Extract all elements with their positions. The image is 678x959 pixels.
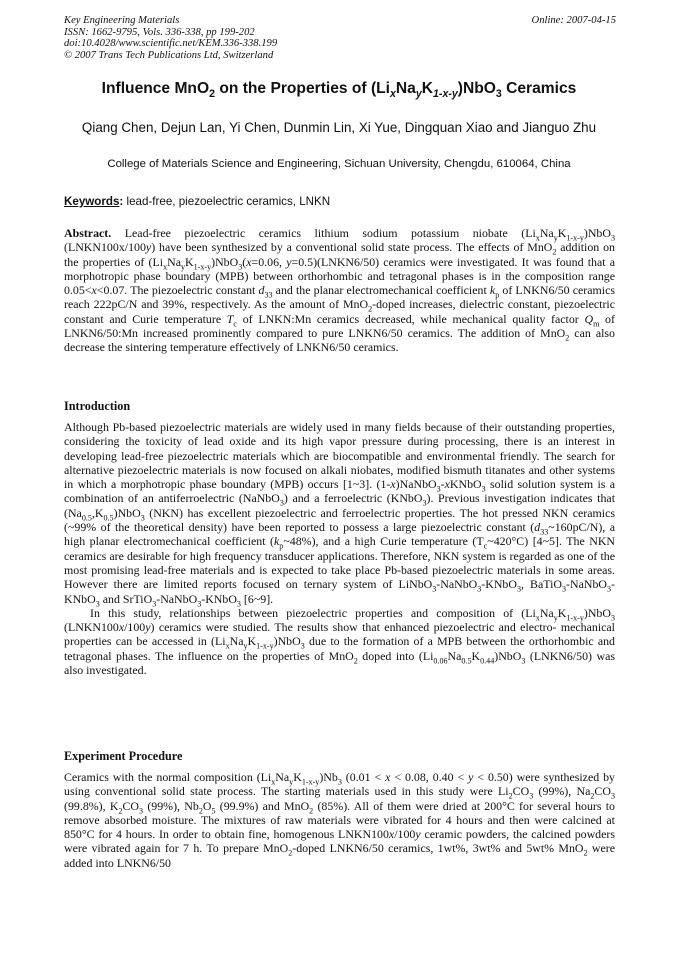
title-sub: 2 xyxy=(209,88,215,101)
title-part: Influence MnO xyxy=(101,80,210,97)
title-part: K xyxy=(421,80,434,97)
keywords-label: Keywords xyxy=(64,195,120,208)
title-sub: 3 xyxy=(495,88,502,101)
title-part: Ceramics xyxy=(501,80,577,97)
title-part: on the Properties of (Li xyxy=(215,80,391,97)
authors: Qiang Chen, Dejun Lan, Yi Chen, Dunmin Lin, Xi Yue, Dingquan Xiao and Jianguo Zhu xyxy=(81,120,597,135)
title-sub: 1-x-y xyxy=(433,88,458,101)
experiment-paragraph: Ceramics with the normal composition $(Li_xNa_yK_{1-x-y})Nb_3$ (0.01 < x < 0.08, 0.40 < y < 0.50) were synthesized by using conventional solid state process. The starting materials used in this study were $Li_2CO_3$ (99%), $Na_2CO_3$ (99.8%), $K_2CO_3$ (99%), $Nb_2O_5$ (99.9%) and MnO$_2$ (85%). All of them were dried at 200°C for several hours to remove absorbed moisture. The mixtures of raw materials were vibrated for 4 hours and then were calcined at 850°C for 4 hours. In order to obtain fine, homogenous LNKN100x/100y ceramic powders, the calcined powders were vibrated again for 7 h. To prepare MnO$_2$-doped LNKN6/50 ceramics, 1wt%, 3wt% and 5wt% MnO$_2$ were added into LNKN6/50 xyxy=(64,770,616,870)
introduction-paragraph: Although Pb-based piezoelectric materials are widely used in many fields because of their outstanding properties, considering the toxicity of lead oxide and its high vapor pressure during processing, there is an interest in developing lead-free piezoelectric materials which are biocompatible and environmental friendly. The search for alternative piezoelectric materials is now focused on alkali niobates, modified bismuth titanates and other systems in which a morphotropic phase boundary (MPB) occurs [1~3]. (1-x)NaNbO$_3$-xKNbO$_3$ solid solution system is a combination of an antiferroelectric (NaNbO$_3$) and a ferroelectric (KNbO$_3$). Previous investigation indicates that $(Na_{0.5},K_{0.5})NbO_3$ (NKN) has excellent piezoelectric and ferroelectric properties. The hot pressed NKN ceramics (~99% of the theoretical density) have been reported to possess a large piezoelectric constant $(d_{33}\sim 160pC/N)$, a high planar electromechanical coefficient $(k_p\sim 48\%)$, and a high Curie temperature $(T_c\sim 420^\circ C)$ [4~5]. The NKN ceramics are desirable for high frequency transducer applications. Therefore, NKN system is regarded as one of the most promising lead-free materials and is expected to take place Pb-based piezoelectric materials in some areas. However there are limited reports focused on ternary system of LiNbO$_3$-NaNbO$_3$-KNbO$_3$, BaTiO$_3$-NaNbO$_3$-KNbO$_3$ and SrTiO$_3$-NaNbO$_3$-KNbO$_3$ [6~9]. xyxy=(64,420,616,608)
introduction-paragraph: In this study, relationships between piezoelectric properties and composition of $(Li_xNa_yK_{1-x-y})NbO_3$ (LNKN100x/100y) ceramics were studied. The results show that enhanced piezoelectric and electro- mechanical properties can be accessed in $(Li_xNa_yK_{1-x-y})NbO_3$ due to the formation of a MPB between the orthorhombic and tetragonal phases. The influence on the properties of MnO$_2$ doped into $(Li_{0.06}Na_{0.5}K_{0.44})NbO_3$ (LNKN6/50) was also investigated. xyxy=(64,605,615,678)
abstract-label: Abstract. xyxy=(64,226,112,240)
journal-copyright: © 2007 Trans Tech Publications Ltd, Switzerland xyxy=(64,49,274,61)
paper-title xyxy=(40,80,638,101)
journal-doi: doi:10.4028/www.scientific.net/KEM.336-338.199 xyxy=(64,38,278,50)
keywords xyxy=(64,195,330,208)
abstract-paragraph xyxy=(64,226,615,355)
journal-issn: ISSN: 1662-9795, Vols. 336-338, pp 199-202 xyxy=(64,26,255,38)
introduction-body xyxy=(64,420,615,677)
title-sub: y xyxy=(415,88,422,101)
journal-name: Key Engineering Materials xyxy=(64,15,180,26)
title-part: Na xyxy=(395,80,416,97)
abstract-text: Lead-free piezoelectric ceramics lithium sodium potassium niobate $(Li_xNa_yK_{1-x-y})NbO_3$ (LNKN100x/100y) have been synthesized by a conventional solid state process. The effects of MnO$_2$ addition on the properties of $(Li_xNa_yK_{1-x-y})NbO_3(x=0.06$, y=0.5)(LNKN6/50) ceramics were investigated. It was found that a morphotropic phase boundary (MPB) between orthorhombic and tetragonal phases is in the composition range 0.05<x<0.07. The piezoelectric constant $d_{33}$ and the planar electromechanical coefficient $k_p$ of LNKN6/50 ceramics reach 222pC/N and 39%, respectively. As the amount of MnO$_2$-doped increases, dielectric constant, piezoelectric constant and Curie temperature $T_c$ of LNKN:Mn ceramics decreased, while mechanical quality factor $Q_m$ of LNKN6/50:Mn increased prominently compared to pure LNKN6/50 ceramics. The addition of MnO$_2$ can also decrease the sintering temperature effectively of LNKN6/50 ceramics. xyxy=(64,226,616,355)
online-date: Online: 2007-04-15 xyxy=(531,15,616,26)
affiliation: College of Materials Science and Engineering, Sichuan University, Chengdu, 610064, China xyxy=(107,158,571,170)
section-heading-experiment: Experiment Procedure xyxy=(64,749,183,763)
abstract xyxy=(64,226,615,355)
keywords-text: lead-free, piezoelectric ceramics, LNKN xyxy=(123,195,331,208)
keywords-colon: : xyxy=(119,195,124,208)
title-sub: x xyxy=(390,88,396,101)
title-part: )NbO xyxy=(457,80,496,97)
section-heading-introduction: Introduction xyxy=(64,399,131,413)
experiment-body xyxy=(64,770,615,870)
journal-header xyxy=(64,15,616,61)
